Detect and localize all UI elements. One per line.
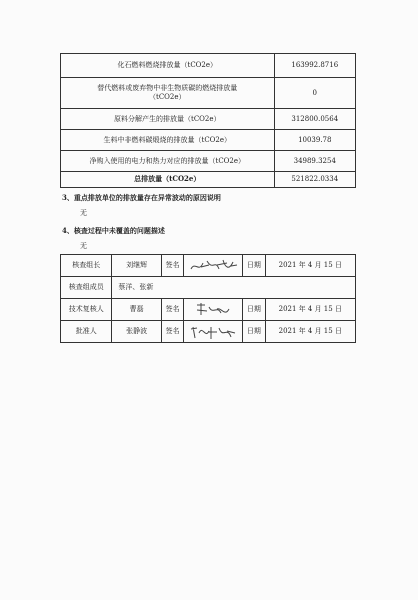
table-row [61,321,356,343]
signature-cell [184,299,243,321]
table-row [61,299,356,321]
table-row [61,172,356,188]
table-row [61,130,356,151]
name-cell: 曹磊 [112,299,161,321]
role-cell: 核查组成员 [61,277,112,299]
table-cell-label: 原料分解产生的排放量（tCO2e） [61,109,275,130]
table-cell-label: 化石燃料燃烧排放量（tCO2e） [61,54,275,78]
signature-cell [184,255,243,277]
section-4-title: 4、核查过程中未覆盖的问题描述 [62,226,165,235]
signature-cell [184,321,243,343]
signature-image [187,323,239,341]
sign-label-cell: 签名 [161,299,183,321]
date-cell: 2021 年 4 月 15 日 [265,255,355,277]
date-label-cell: 日期 [243,255,265,277]
table-cell-label: 替代燃料或废弃物中非生物质碳的燃烧排放量（tCO2e） [61,78,275,109]
section-3-title: 3、重点排放单位的排放量存在异常波动的原因说明 [62,193,221,202]
date-label-cell: 日期 [243,299,265,321]
section-4-answer: 无 [80,242,87,250]
sign-label-cell: 签名 [161,321,183,343]
role-cell: 批准人 [61,321,112,343]
sign-label-cell: 签名 [161,255,183,277]
name-cell: 刘继辉 [112,255,161,277]
table-row [61,277,356,299]
table-cell-label: 总排放量（tCO2e） [61,172,275,188]
date-cell: 2021 年 4 月 15 日 [265,321,355,343]
role-cell: 核查组长 [61,255,112,277]
signoff-table [60,254,356,343]
table-row [61,151,356,172]
table-cell-value: 0 [274,78,355,109]
name-cell: 张静波 [112,321,161,343]
table-cell-value: 34989.3254 [274,151,355,172]
role-cell: 技术复核人 [61,299,112,321]
signature-image [187,257,239,275]
table-cell-value: 10039.78 [274,130,355,151]
table-cell-label: 生料中非燃料碳煅烧的排放量（tCO2e） [61,130,275,151]
emissions-table [60,53,356,188]
date-cell: 2021 年 4 月 15 日 [265,299,355,321]
table-row [61,109,356,130]
table-cell-value: 312800.0564 [274,109,355,130]
table-cell-value: 521822.0334 [274,172,355,188]
section-3-answer: 无 [80,209,87,217]
table-cell-value: 163992.8716 [274,54,355,78]
table-row [61,78,356,109]
table-row [61,255,356,277]
table-cell-label: 净购入使用的电力和热力对应的排放量（tCO2e） [61,151,275,172]
signature-image [187,301,239,319]
members-cell: 蔡洋、张新 [112,277,356,299]
table-row [61,54,356,78]
date-label-cell: 日期 [243,321,265,343]
